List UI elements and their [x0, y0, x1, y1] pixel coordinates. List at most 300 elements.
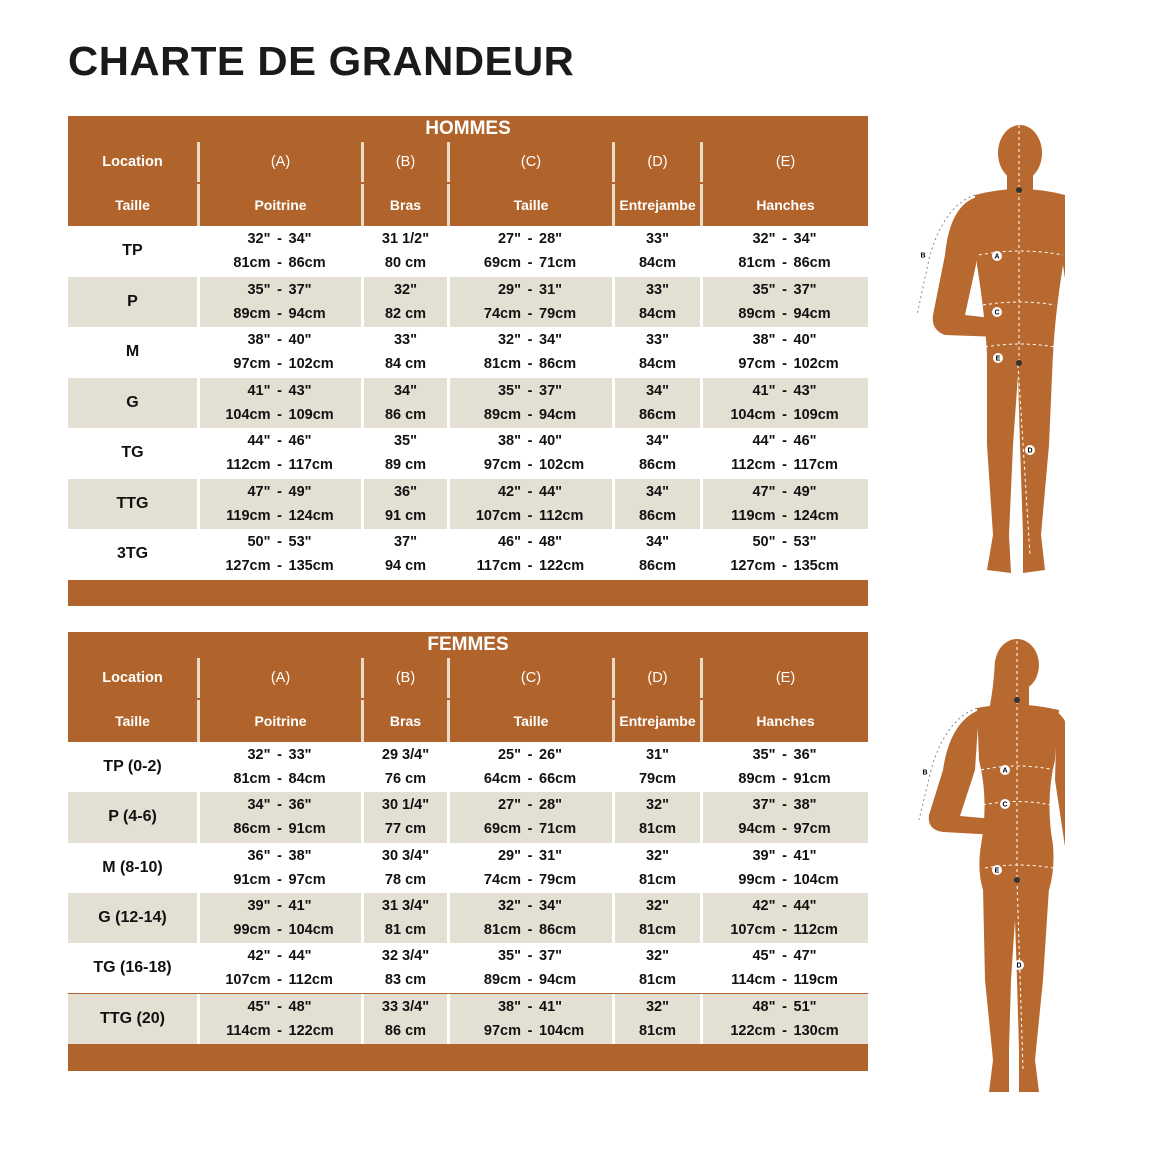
value-inch-min: 27": [497, 797, 521, 814]
value-inch: 32": [645, 898, 669, 915]
value-cm-min: 69cm: [483, 821, 521, 838]
measure-cell: [361, 792, 447, 842]
measure-header-row: [68, 700, 868, 742]
size-label: TTG (20): [68, 994, 197, 1044]
range-dash: -: [527, 457, 533, 474]
range-dash: -: [277, 948, 282, 965]
value-inch-max: 43": [793, 382, 817, 399]
value-cm-min: 112cm: [226, 457, 271, 474]
value-inch-max: 41": [539, 998, 563, 1015]
value-cm-max: 71cm: [539, 255, 577, 272]
range-dash: -: [527, 797, 533, 814]
male-body-figure: [905, 115, 1065, 585]
value-inch-min: 29": [497, 281, 521, 298]
value-cm-max: 94cm: [539, 406, 577, 423]
value-cm-max: 117cm: [288, 457, 333, 474]
measure-header: Bras: [361, 700, 447, 742]
value-cm-min: 114cm: [731, 972, 776, 989]
value-cm-min: 119cm: [226, 507, 271, 524]
range-dash: -: [782, 433, 787, 450]
value-inch: 37": [393, 534, 417, 551]
measure-cell: [700, 843, 868, 893]
measure-cell: [361, 893, 447, 943]
range-dash: -: [277, 332, 282, 349]
value-cm-min: 104cm: [730, 406, 776, 423]
table-row: [68, 943, 868, 993]
range-dash: -: [277, 922, 282, 939]
column-letter: (B): [361, 142, 447, 182]
value-inch-min: 47": [247, 483, 271, 500]
table-row: [68, 277, 868, 328]
value-cm-min: 94cm: [738, 821, 776, 838]
measure-cell: [612, 994, 700, 1044]
value-inch-max: 43": [288, 382, 312, 399]
value-cm-min: 69cm: [483, 255, 521, 272]
value-cm-max: 86cm: [793, 255, 831, 272]
range-dash: -: [782, 972, 787, 989]
range-dash: -: [277, 255, 282, 272]
value-inch-min: 32": [497, 332, 521, 349]
measure-cell: [612, 529, 700, 580]
value-inch-max: 37": [288, 281, 312, 298]
value-inch-min: 35": [752, 747, 776, 764]
value-inch-max: 34": [539, 332, 563, 349]
range-dash: -: [527, 558, 533, 575]
value-inch-min: 48": [752, 998, 776, 1015]
table-title: HOMMES: [425, 118, 511, 139]
value-cm-min: 74cm: [483, 871, 521, 888]
measure-cell: [197, 428, 361, 479]
measure-cell: [197, 529, 361, 580]
measure-cell: [447, 226, 612, 277]
value-inch-min: 45": [752, 948, 776, 965]
value-inch-min: 25": [497, 747, 521, 764]
value-cm: 78 cm: [384, 871, 427, 888]
size-table-hommes: [68, 116, 868, 606]
measure-header: Taille: [447, 700, 612, 742]
value-inch-min: 36": [247, 847, 271, 864]
value-inch: 29 3/4": [381, 747, 430, 764]
value-inch: 30 3/4": [381, 847, 430, 864]
range-dash: -: [277, 305, 282, 322]
range-dash: -: [782, 821, 787, 838]
column-letter: (C): [447, 658, 612, 698]
value-inch-max: 38": [288, 847, 312, 864]
value-cm-max: 122cm: [539, 558, 585, 575]
range-dash: -: [527, 922, 533, 939]
value-cm-max: 79cm: [539, 305, 577, 322]
value-inch-max: 53": [793, 534, 817, 551]
value-cm-max: 102cm: [288, 356, 334, 373]
page-title: CHARTE DE GRANDEUR: [68, 38, 575, 84]
value-cm-max: 119cm: [793, 972, 838, 989]
range-dash: -: [277, 281, 282, 298]
value-cm-min: 112cm: [731, 457, 776, 474]
value-inch-min: 38": [247, 332, 271, 349]
value-inch-min: 41": [247, 382, 271, 399]
value-cm-min: 89cm: [483, 972, 521, 989]
measure-header: Taille: [447, 184, 612, 226]
value-cm-min: 86cm: [233, 821, 271, 838]
range-dash: -: [782, 406, 787, 423]
location-header-row: [68, 142, 868, 182]
value-cm: 94 cm: [384, 558, 427, 575]
range-dash: -: [782, 998, 787, 1015]
table-row: [68, 742, 868, 792]
value-inch-max: 41": [793, 847, 817, 864]
value-inch: 31 1/2": [381, 231, 430, 248]
value-cm-min: 81cm: [483, 356, 521, 373]
value-inch-max: 47": [793, 948, 817, 965]
range-dash: -: [527, 534, 533, 551]
value-cm-max: 104cm: [539, 1022, 585, 1039]
value-inch-max: 34": [793, 231, 817, 248]
value-inch-min: 39": [752, 847, 776, 864]
value-cm-max: 135cm: [793, 558, 839, 575]
value-cm-max: 122cm: [288, 1022, 334, 1039]
value-inch-min: 38": [497, 998, 521, 1015]
range-dash: -: [277, 507, 282, 524]
value-cm: 81cm: [638, 821, 677, 838]
table-row: [68, 479, 868, 530]
marker-d: D: [1016, 962, 1022, 970]
measure-cell: [197, 277, 361, 328]
measure-cell: [447, 327, 612, 378]
measure-header-row: [68, 184, 868, 226]
value-cm: 79cm: [638, 771, 677, 788]
value-cm: 86 cm: [384, 406, 427, 423]
measure-cell: [612, 226, 700, 277]
size-label: TG (16-18): [68, 943, 197, 993]
value-cm: 84 cm: [384, 356, 427, 373]
size-label: TG: [68, 428, 197, 479]
value-inch-min: 27": [497, 231, 521, 248]
value-inch: 34": [645, 534, 669, 551]
size-label: G: [68, 378, 197, 429]
value-cm-max: 86cm: [288, 255, 326, 272]
range-dash: -: [527, 898, 533, 915]
range-dash: -: [527, 406, 533, 423]
value-inch-min: 50": [752, 534, 776, 551]
range-dash: -: [527, 356, 533, 373]
measure-cell: [700, 792, 868, 842]
measure-header: Entrejambe: [612, 700, 700, 742]
value-inch-min: 42": [247, 948, 271, 965]
value-cm: 82 cm: [384, 305, 427, 322]
value-inch-min: 44": [247, 433, 271, 450]
value-cm-max: 79cm: [539, 871, 577, 888]
value-inch-min: 42": [752, 898, 776, 915]
range-dash: -: [277, 483, 282, 500]
value-cm-min: 97cm: [738, 356, 776, 373]
value-inch-max: 40": [288, 332, 312, 349]
marker-b: B: [922, 769, 928, 777]
value-cm-min: 89cm: [738, 305, 776, 322]
column-letter: (C): [447, 142, 612, 182]
size-label: M: [68, 327, 197, 378]
value-cm-max: 94cm: [539, 972, 577, 989]
size-label: TP: [68, 226, 197, 277]
value-inch: 33": [645, 281, 669, 298]
measure-cell: [361, 742, 447, 792]
range-dash: -: [782, 1022, 787, 1039]
range-dash: -: [277, 558, 282, 575]
value-inch-min: 35": [752, 281, 776, 298]
value-inch-min: 29": [497, 847, 521, 864]
measure-cell: [361, 277, 447, 328]
table-row: [68, 378, 868, 429]
value-inch: 33 3/4": [381, 998, 430, 1015]
range-dash: -: [277, 231, 282, 248]
range-dash: -: [527, 433, 533, 450]
measure-cell: [700, 742, 868, 792]
value-cm-max: 66cm: [539, 771, 577, 788]
value-inch: 33": [393, 332, 417, 349]
measure-cell: [197, 792, 361, 842]
measure-cell: [700, 327, 868, 378]
value-cm-min: 97cm: [483, 457, 521, 474]
value-cm-min: 127cm: [225, 558, 271, 575]
value-inch-max: 36": [288, 797, 312, 814]
value-inch-min: 34": [247, 797, 271, 814]
table-row: [68, 428, 868, 479]
range-dash: -: [782, 871, 787, 888]
measure-cell: [197, 327, 361, 378]
column-letter: (D): [612, 142, 700, 182]
range-dash: -: [527, 483, 533, 500]
size-label: M (8-10): [68, 843, 197, 893]
table-title: FEMMES: [427, 634, 509, 655]
range-dash: -: [782, 255, 787, 272]
range-dash: -: [782, 534, 787, 551]
range-dash: -: [277, 898, 282, 915]
measure-cell: [700, 893, 868, 943]
value-inch-max: 33": [288, 747, 312, 764]
value-cm-max: 97cm: [793, 821, 831, 838]
measure-cell: [700, 994, 868, 1044]
value-inch: 32": [645, 847, 669, 864]
marker-b: B: [920, 252, 926, 260]
range-dash: -: [782, 797, 787, 814]
measure-cell: [447, 893, 612, 943]
range-dash: -: [277, 998, 282, 1015]
value-inch-max: 49": [288, 483, 312, 500]
range-dash: -: [527, 771, 533, 788]
value-inch-min: 32": [497, 898, 521, 915]
value-inch: 34": [645, 483, 669, 500]
value-inch-min: 39": [247, 898, 271, 915]
measure-cell: [612, 327, 700, 378]
value-inch: 31 3/4": [381, 898, 430, 915]
value-inch-max: 36": [793, 747, 817, 764]
measure-cell: [447, 428, 612, 479]
measure-cell: [700, 479, 868, 530]
value-inch-max: 44": [288, 948, 312, 965]
value-cm: 84cm: [638, 305, 677, 322]
measure-cell: [197, 479, 361, 530]
measure-cell: [447, 843, 612, 893]
value-cm-max: 71cm: [539, 821, 577, 838]
measure-cell: [361, 994, 447, 1044]
value-inch-max: 44": [539, 483, 563, 500]
table-row: [68, 994, 868, 1044]
measure-cell: [447, 792, 612, 842]
value-cm-max: 86cm: [539, 922, 577, 939]
value-inch-max: 44": [793, 898, 817, 915]
measure-header: Entrejambe: [612, 184, 700, 226]
marker-c: C: [994, 309, 1000, 317]
value-cm-max: 130cm: [793, 1022, 839, 1039]
value-inch-min: 45": [247, 998, 271, 1015]
value-inch: 32": [645, 797, 669, 814]
range-dash: -: [782, 457, 787, 474]
value-inch-max: 48": [539, 534, 563, 551]
range-dash: -: [527, 847, 533, 864]
measure-header: Hanches: [700, 700, 868, 742]
value-inch-min: 38": [752, 332, 776, 349]
value-cm-max: 112cm: [288, 972, 333, 989]
size-label: 3TG: [68, 529, 197, 580]
value-cm-min: 97cm: [483, 1022, 521, 1039]
location-header-row: [68, 658, 868, 698]
value-cm: 86cm: [638, 457, 677, 474]
table-row: [68, 226, 868, 277]
value-inch-max: 40": [793, 332, 817, 349]
value-cm-max: 97cm: [288, 871, 326, 888]
value-cm-max: 112cm: [793, 922, 838, 939]
value-cm-max: 102cm: [793, 356, 839, 373]
measure-cell: [361, 428, 447, 479]
value-inch-max: 51": [793, 998, 817, 1015]
range-dash: -: [782, 771, 787, 788]
range-dash: -: [277, 747, 282, 764]
value-cm-min: 89cm: [738, 771, 776, 788]
location-label: Location: [102, 154, 163, 170]
measure-cell: [612, 843, 700, 893]
value-inch: 34": [645, 433, 669, 450]
measure-cell: [612, 479, 700, 530]
value-inch-max: 41": [288, 898, 312, 915]
value-inch-max: 37": [539, 948, 563, 965]
value-inch: 30 1/4": [381, 797, 430, 814]
value-inch-min: 41": [752, 382, 776, 399]
value-inch: 32": [393, 281, 417, 298]
size-label: TTG: [68, 479, 197, 530]
column-letter: (E): [700, 658, 868, 698]
value-cm-min: 81cm: [738, 255, 776, 272]
measure-cell: [361, 943, 447, 993]
value-inch-min: 50": [247, 534, 271, 551]
measure-cell: [197, 378, 361, 429]
range-dash: -: [782, 231, 787, 248]
value-cm: 81cm: [638, 972, 677, 989]
value-cm: 84cm: [638, 255, 677, 272]
measure-cell: [612, 277, 700, 328]
range-dash: -: [277, 797, 282, 814]
marker-e: E: [994, 867, 1000, 875]
value-cm-max: 109cm: [288, 406, 334, 423]
value-inch: 33": [645, 332, 669, 349]
range-dash: -: [277, 871, 282, 888]
value-cm-max: 124cm: [793, 507, 839, 524]
range-dash: -: [782, 483, 787, 500]
value-cm-min: 81cm: [233, 771, 271, 788]
value-cm-max: 109cm: [793, 406, 839, 423]
measure-cell: [361, 226, 447, 277]
value-inch-min: 35": [497, 382, 521, 399]
measure-cell: [361, 529, 447, 580]
measure-cell: [197, 226, 361, 277]
value-cm: 86 cm: [384, 1022, 427, 1039]
range-dash: -: [782, 747, 787, 764]
value-inch-min: 42": [497, 483, 521, 500]
value-inch-min: 32": [247, 747, 271, 764]
value-cm: 81cm: [638, 1022, 677, 1039]
value-inch: 33": [645, 231, 669, 248]
measure-header: Hanches: [700, 184, 868, 226]
value-cm-min: 91cm: [233, 871, 271, 888]
value-cm: 86cm: [638, 558, 677, 575]
value-cm-max: 135cm: [288, 558, 334, 575]
range-dash: -: [527, 332, 533, 349]
range-dash: -: [782, 898, 787, 915]
size-label: P: [68, 277, 197, 328]
value-inch-min: 35": [497, 948, 521, 965]
value-cm-max: 91cm: [793, 771, 831, 788]
value-inch-max: 40": [539, 433, 563, 450]
range-dash: -: [277, 356, 282, 373]
value-cm-max: 112cm: [539, 507, 584, 524]
measure-cell: [447, 994, 612, 1044]
measure-cell: [612, 893, 700, 943]
value-cm: 83 cm: [384, 972, 427, 989]
range-dash: -: [527, 1022, 533, 1039]
table-row: [68, 327, 868, 378]
value-inch: 32 3/4": [381, 948, 430, 965]
value-inch-min: 35": [247, 281, 271, 298]
measure-cell: [700, 226, 868, 277]
range-dash: -: [782, 922, 787, 939]
measure-cell: [447, 742, 612, 792]
column-letter: (B): [361, 658, 447, 698]
value-inch: 36": [393, 483, 417, 500]
size-label: TP (0-2): [68, 742, 197, 792]
range-dash: -: [527, 871, 533, 888]
range-dash: -: [527, 507, 533, 524]
range-dash: -: [527, 998, 533, 1015]
value-cm-min: 74cm: [483, 305, 521, 322]
value-inch-max: 53": [288, 534, 312, 551]
marker-a: A: [1002, 767, 1008, 775]
value-inch-max: 38": [793, 797, 817, 814]
value-cm-min: 127cm: [730, 558, 776, 575]
value-cm-max: 104cm: [793, 871, 839, 888]
marker-e: E: [995, 355, 1001, 363]
value-cm-max: 94cm: [288, 305, 326, 322]
value-inch-max: 31": [539, 281, 563, 298]
value-cm-min: 122cm: [730, 1022, 776, 1039]
value-cm-min: 99cm: [233, 922, 271, 939]
range-dash: -: [782, 847, 787, 864]
value-inch-min: 38": [497, 433, 521, 450]
measure-cell: [612, 742, 700, 792]
measure-cell: [700, 378, 868, 429]
value-inch-max: 48": [288, 998, 312, 1015]
value-cm-min: 89cm: [483, 406, 521, 423]
range-dash: -: [277, 433, 282, 450]
table-row: [68, 893, 868, 943]
range-dash: -: [782, 558, 787, 575]
